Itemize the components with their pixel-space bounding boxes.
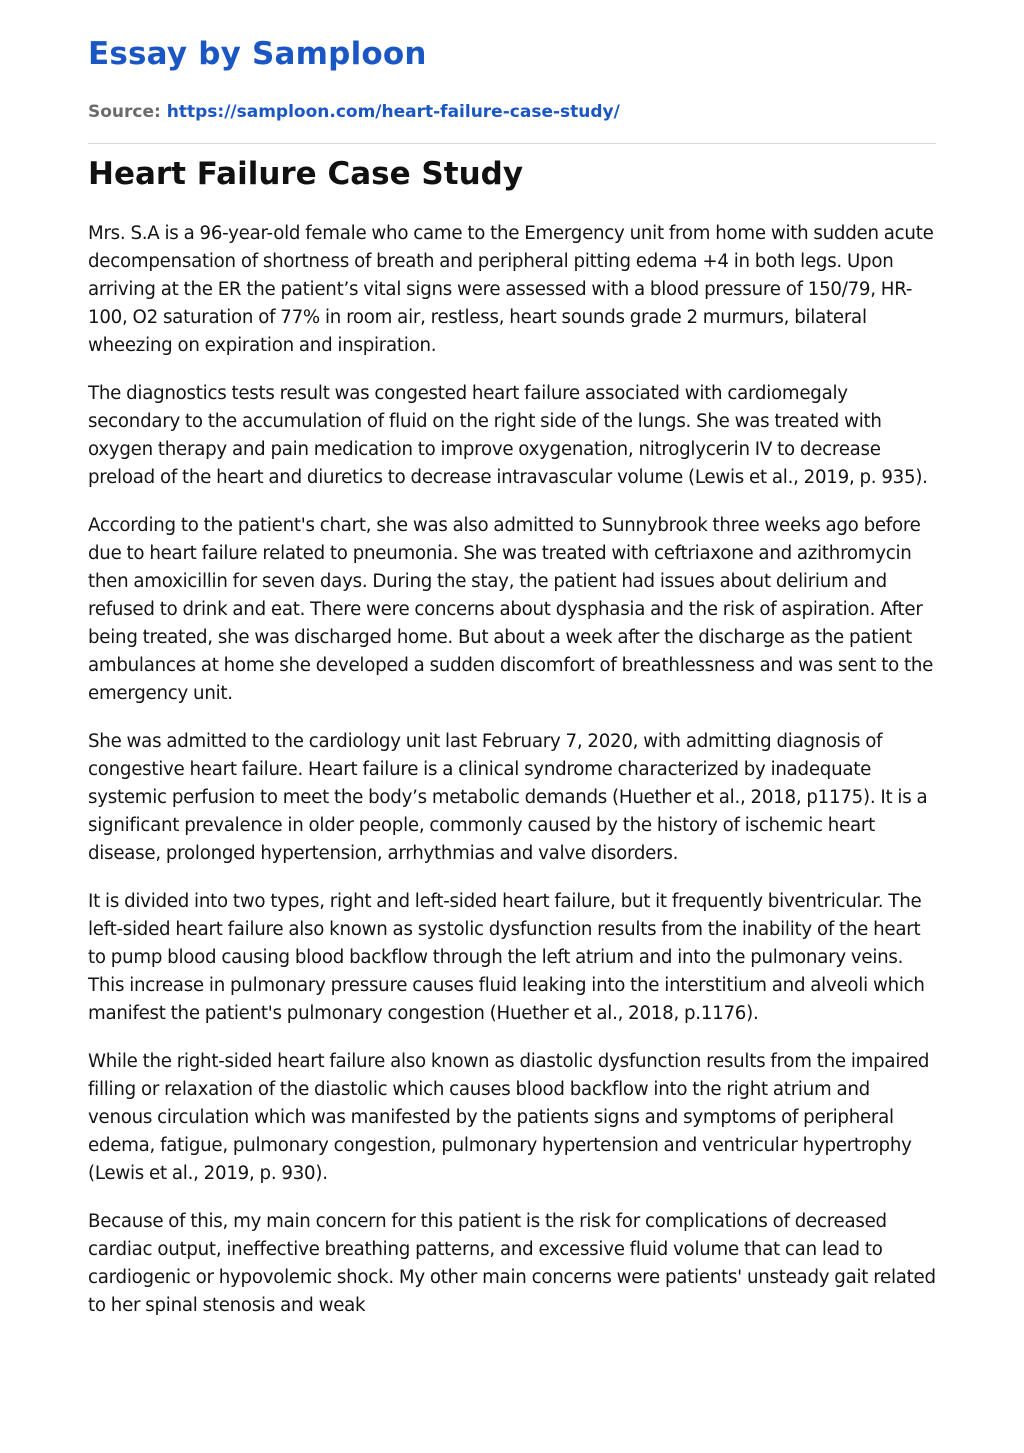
paragraph: Mrs. S.A is a 96-year-old female who came to the Emergency unit from home with sudden acute decompensation of shortness of breath and peripheral pitting edema +4 in both legs. Upon arriving at the ER the patient’s vital signs were assessed with a blood pressure of 150/79, HR- 100, O2 saturation of 77% in room air, restless, heart sounds grade 2 murmurs, bilateral wheezing on expiration and inspiration. [88,223,934,356]
brand-title: Essay by Samploon [88,36,427,72]
source-line [88,102,620,122]
paragraph: While the right-sided heart failure also known as diastolic dysfunction results from the impaired filling or relaxation of the diastolic which causes blood backflow into the right atrium and venous circulation which was manifested by the patients signs and symptoms of peripheral edema, fatigue, pulmonary congestion, pulmonary hypertension and ventricular hypertrophy (Lewis et al., 2019, p. 930). [88,1051,930,1184]
paragraph: It is divided into two types, right and left-sided heart failure, but it frequently biventricular. The left-sided heart failure also known as systolic dysfunction results from the inability of the heart to pump blood causing blood backflow through the left atrium and into the pulmonary veins. This increase in pulmonary pressure causes fluid leaking into the interstitium and alveoli which manifest the patient's pulmonary congestion (Huether et al., 2018, p.1176). [88,891,925,1024]
paragraph: According to the patient's chart, she was also admitted to Sunnybrook three weeks ago before due to heart failure related to pneumonia. She was treated with ceftriaxone and azithromycin then amoxicillin for seven days. During the stay, the patient had issues about delirium and refused to drink and eat. There were concerns about dysphasia and the risk of aspiration. After being treated, she was discharged home. But about a week after the discharge as the patient ambulances at home she developed a sudden discomfort of breathlessness and was sent to the emergency unit. [88,515,934,704]
header-divider [88,143,936,144]
source-link[interactable]: https://samploon.com/heart-failure-case-study/ [166,102,620,122]
paragraph: Because of this, my main concern for this patient is the risk for complications of decreased cardiac output, ineffective breathing patterns, and excessive fluid volume that can lead to cardiogenic or hypovolemic shock. My other main concerns were patients' unsteady gait related to her spinal stenosis and weak [88,1211,936,1316]
source-label: Source: [88,102,161,122]
article-title: Heart Failure Case Study [88,156,524,192]
paragraph: She was admitted to the cardiology unit last February 7, 2020, with admitting diagnosis of congestive heart failure. Heart failure is a clinical syndrome characterized by inadequate systemic perfusion to meet the body’s metabolic demands (Huether et al., 2018, p1175). It is a significant prevalence in older people, commonly caused by the history of ischemic heart disease, prolonged hypertension, arrhythmias and valve disorders. [88,731,928,864]
article-body [88,220,938,1340]
paragraph: The diagnostics tests result was congested heart failure associated with cardiomegaly secondary to the accumulation of fluid on the right side of the lungs. She was treated with oxygen therapy and pain medication to improve oxygenation, nitroglycerin IV to decrease preload of the heart and diuretics to decrease intravascular volume (Lewis et al., 2019, p. 935). [88,383,928,488]
